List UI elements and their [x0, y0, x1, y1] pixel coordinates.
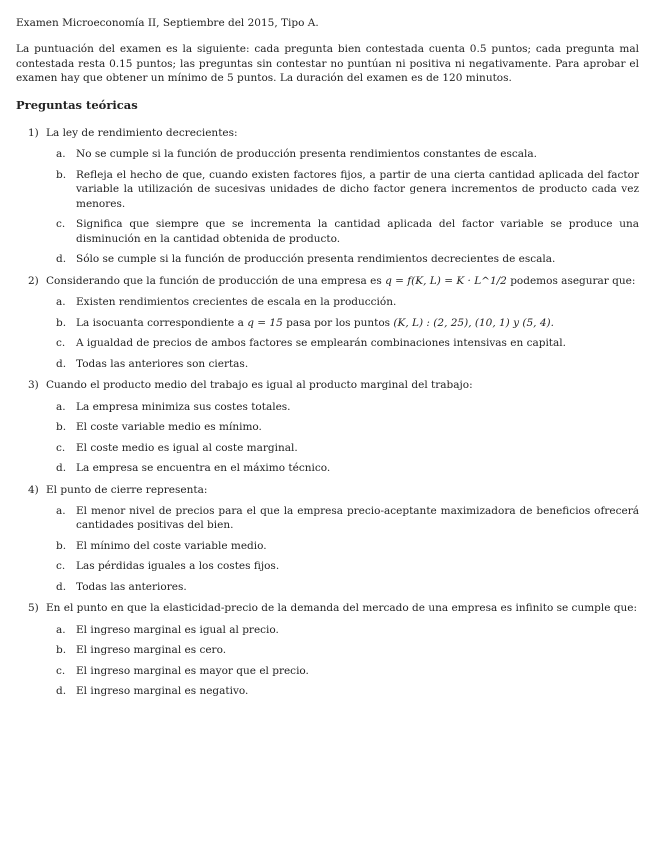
option-3d: [56, 461, 639, 475]
question-4: [28, 483, 639, 497]
question-number: 3): [28, 379, 39, 392]
option-letter: b.: [56, 421, 67, 434]
question-1-options: [56, 147, 639, 266]
option-text: Significa que siempre que se incrementa la cantidad aplicada del factor variable se produce una disminución en la cantidad obtenida de producto.: [76, 218, 639, 245]
option-letter: c.: [56, 218, 66, 231]
section-title: Preguntas teóricas: [16, 97, 138, 112]
option-text: El ingreso marginal es negativo.: [76, 685, 249, 698]
option-1d: [56, 252, 639, 266]
question-text: La ley de rendimiento decrecientes:: [46, 126, 238, 139]
option-3a: [56, 400, 639, 414]
option-letter: b.: [56, 644, 67, 657]
option-text: Todas las anteriores.: [76, 580, 187, 593]
option-4a: [56, 504, 639, 533]
option-letter: c.: [56, 560, 66, 573]
option-letter: b.: [56, 316, 67, 329]
option-text: El ingreso marginal es igual al precio.: [76, 623, 279, 636]
option-1a: [56, 147, 639, 161]
question-1: [28, 126, 639, 140]
option-letter: d.: [56, 253, 67, 266]
question-text: Cuando el producto medio del trabajo es igual al producto marginal del trabajo:: [46, 379, 473, 392]
option-2c: [56, 336, 639, 350]
option-text: A igualdad de precios de ambos factores se emplearán combinaciones intensivas en capital.: [76, 337, 566, 350]
option-text: El ingreso marginal es cero.: [76, 644, 227, 657]
question-4-options: [56, 504, 639, 594]
question-number: 1): [28, 126, 39, 139]
option-5b: [56, 643, 639, 657]
question-text-pre: Considerando que la función de producción de una empresa es: [46, 274, 386, 287]
option-letter: d.: [56, 580, 67, 593]
option-text: El ingreso marginal es mayor que el precio.: [76, 664, 309, 677]
option-text-mid: pasa por los puntos: [282, 316, 394, 329]
option-text: Todas las anteriores son ciertas.: [76, 357, 249, 370]
question-5-options: [56, 623, 639, 699]
isoquant-formula: q = 15: [247, 316, 283, 329]
option-1b: [56, 168, 639, 211]
points-formula: (K, L) : (2, 25), (10, 1) y (5, 4).: [393, 316, 554, 329]
option-text: El coste variable medio es mínimo.: [76, 421, 262, 434]
option-letter: a.: [56, 400, 66, 413]
question-number: 4): [28, 483, 39, 496]
option-2d: [56, 357, 639, 371]
option-text: Existen rendimientos crecientes de escala en la producción.: [76, 296, 397, 309]
option-5c: [56, 664, 639, 678]
option-2a: [56, 295, 639, 309]
question-3: [28, 378, 639, 392]
option-letter: a.: [56, 296, 66, 309]
question-5: [28, 601, 639, 615]
option-text-pre: La isocuanta correspondiente a: [76, 316, 248, 329]
option-text: [76, 316, 639, 330]
option-letter: a.: [56, 148, 66, 161]
question-2: [28, 274, 639, 288]
option-3b: [56, 420, 639, 434]
option-letter: a.: [56, 623, 66, 636]
option-letter: a.: [56, 505, 66, 517]
question-text: En el punto en que la elasticidad-precio de la demanda del mercado de una empresa es infinito se cumple que:: [46, 602, 638, 615]
option-text: El coste medio es igual al coste marginal.: [76, 441, 298, 454]
option-text: El mínimo del coste variable medio.: [76, 539, 267, 552]
option-letter: c.: [56, 441, 66, 454]
production-function-formula: q = f(K, L) = K · L^1/2: [385, 274, 507, 287]
option-letter: b.: [56, 539, 67, 552]
option-text: Las pérdidas iguales a los costes fijos.: [76, 560, 280, 573]
option-1c: [56, 217, 639, 246]
question-text: El punto de cierre representa:: [46, 483, 208, 496]
exam-header: Examen Microeconomía II, Septiembre del 2015, Tipo A.: [16, 17, 319, 29]
option-letter: d.: [56, 357, 67, 370]
question-number: 5): [28, 602, 39, 615]
option-text: La empresa se encuentra en el máximo técnico.: [76, 462, 331, 475]
option-2b: [56, 316, 639, 330]
question-number: 2): [28, 274, 39, 287]
question-text-post: podemos asegurar que:: [506, 274, 636, 287]
option-letter: b.: [56, 168, 67, 181]
option-3c: [56, 441, 639, 455]
question-2-options: [56, 295, 639, 371]
option-text: Refleja el hecho de que, cuando existen factores fijos, a partir de una cierta cantidad aplicada del factor variable la utilización de sucesivas unidades de dicho factor genera incrementos de producto cada vez menores.: [76, 168, 639, 210]
option-4b: [56, 539, 639, 553]
option-5a: [56, 623, 639, 637]
option-text: El menor nivel de precios para el que la empresa precio-aceptante maximizadora de beneficios ofrecerá cantidades positivas del bien.: [76, 505, 639, 532]
option-letter: c.: [56, 337, 66, 350]
question-text: [46, 274, 639, 288]
option-text: No se cumple si la función de producción presenta rendimientos constantes de escala.: [76, 148, 537, 161]
option-text: Sólo se cumple si la función de producción presenta rendimientos decrecientes de escala.: [76, 253, 556, 266]
option-4d: [56, 580, 639, 594]
option-4c: [56, 559, 639, 573]
option-5d: [56, 684, 639, 698]
option-letter: c.: [56, 664, 66, 677]
option-text: La empresa minimiza sus costes totales.: [76, 400, 291, 413]
option-letter: d.: [56, 462, 67, 475]
question-3-options: [56, 400, 639, 476]
exam-instructions: La puntuación del examen es la siguiente: cada pregunta bien contestada cuenta 0.5 puntos; cada pregunta mal contestada resta 0.15 puntos; las preguntas sin contestar no puntúan ni positiva ni negativamente. Para aprobar el examen hay que obtener un mínimo de 5 puntos. La duración del examen es de 120 minutos.: [16, 43, 639, 85]
option-letter: d.: [56, 685, 67, 698]
